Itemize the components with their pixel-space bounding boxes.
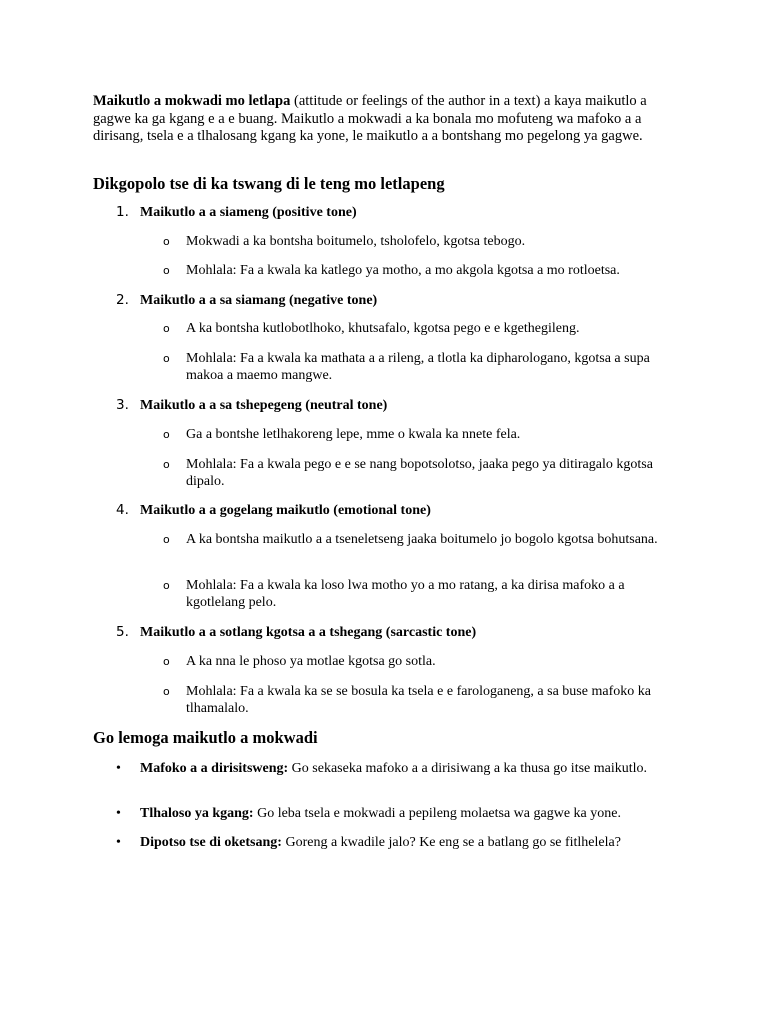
bullet-desc: Go leba tsela e mokwadi a pepileng molaetsa wa gagwe ka yone. xyxy=(253,806,621,821)
hollow-bullet-icon: o xyxy=(163,655,170,668)
sub-item-text: A ka bontsha kutlobotlhoko, khutsafalo, kgotsa pego e e kgethegileng. xyxy=(186,321,580,336)
sub-item-text: A ka bontsha maikutlo a a tseneletseng jaaka boitumelo jo bogolo kgotsa bohutsana. xyxy=(186,532,658,547)
hollow-bullet-icon: o xyxy=(163,428,170,441)
hollow-bullet-icon: o xyxy=(163,533,170,546)
bullet-text xyxy=(140,805,685,822)
bullet-term: Tlhaloso ya kgang: xyxy=(140,806,254,821)
bullet-term: Mafoko a a dirisitsweng: xyxy=(140,761,289,776)
sub-item-text: Mohlala: Fa a kwala ka loso lwa motho yo a mo ratang, a ka dirisa mafoko a a kgotlelang pelo. xyxy=(186,578,625,610)
hollow-bullet-icon: o xyxy=(163,322,170,335)
hollow-bullet-icon: o xyxy=(163,685,170,698)
item-number: 2. xyxy=(116,292,129,308)
bullet-term: Dipotso tse di oketsang: xyxy=(140,835,282,850)
bullet-desc: Go sekaseka mafoko a a dirisiwang a ka thusa go itse maikutlo. xyxy=(288,761,648,776)
sub-item-text: A ka nna le phoso ya motlae kgotsa go sotla. xyxy=(186,654,436,669)
hollow-bullet-icon: o xyxy=(163,458,170,471)
bullet-text xyxy=(140,834,685,851)
sub-item-text: Mohlala: Fa a kwala ka katlego ya motho, a mo akgola kgotsa a mo rotloetsa. xyxy=(186,263,620,278)
bullet-icon: • xyxy=(116,761,121,776)
sub-item-text: Mohlala: Fa a kwala ka mathata a a rileng, a tlotla ka dipharologano, kgotsa a supa makoa a maemo mangwe. xyxy=(186,351,650,383)
hollow-bullet-icon: o xyxy=(163,264,170,277)
bullet-icon: • xyxy=(116,806,121,821)
hollow-bullet-icon: o xyxy=(163,352,170,365)
intro-text: (attitude or feelings of the author in a text) a kaya maikutlo a gagwe ka ga kgang e a e buang. Maikutlo a mokwadi a ka bonala mo mofuteng wa mafoko a a dirisang, tsela e a tlhalosang kgang ka yone, le maikutlo a a bontshang mo pegelong ya gagwe. xyxy=(93,93,647,145)
hollow-bullet-icon: o xyxy=(163,235,170,248)
sub-item-text: Mohlala: Fa a kwala ka se se bosula ka tsela e e farologaneng, a sa buse mafoko ka tlhamalalo. xyxy=(186,684,651,716)
item-title: Maikutlo a a sa tshepegeng (neutral tone) xyxy=(140,398,388,413)
item-title: Maikutlo a a sotlang kgotsa a a tshegang (sarcastic tone) xyxy=(140,625,477,640)
section1-heading: Dikgopolo tse di ka tswang di le teng mo letlapeng xyxy=(93,174,445,193)
item-number: 1. xyxy=(116,204,129,220)
item-title: Maikutlo a a gogelang maikutlo (emotional tone) xyxy=(140,503,431,518)
sub-item-text: Ga a bontshe letlhakoreng lepe, mme o kwala ka nnete fela. xyxy=(186,427,521,442)
intro-bold-term: Maikutlo a mokwadi mo letlapa xyxy=(93,93,291,109)
item-number: 3. xyxy=(116,397,129,413)
hollow-bullet-icon: o xyxy=(163,579,170,592)
intro-paragraph xyxy=(93,93,683,146)
item-title: Maikutlo a a siameng (positive tone) xyxy=(140,205,357,220)
bullet-text xyxy=(140,760,685,777)
bullet-desc: Goreng a kwadile jalo? Ke eng se a batlang go se fitlhelela? xyxy=(281,835,621,850)
item-title: Maikutlo a a sa siamang (negative tone) xyxy=(140,293,378,308)
sub-item-text: Mokwadi a ka bontsha boitumelo, tsholofelo, kgotsa tebogo. xyxy=(186,234,526,249)
section2-heading: Go lemoga maikutlo a mokwadi xyxy=(93,728,318,747)
item-number: 5. xyxy=(116,624,129,640)
item-number: 4. xyxy=(116,502,129,518)
bullet-icon: • xyxy=(116,835,121,850)
sub-item-text: Mohlala: Fa a kwala pego e e se nang bopotsolotso, jaaka pego ya ditiragalo kgotsa dipalo. xyxy=(186,457,653,489)
